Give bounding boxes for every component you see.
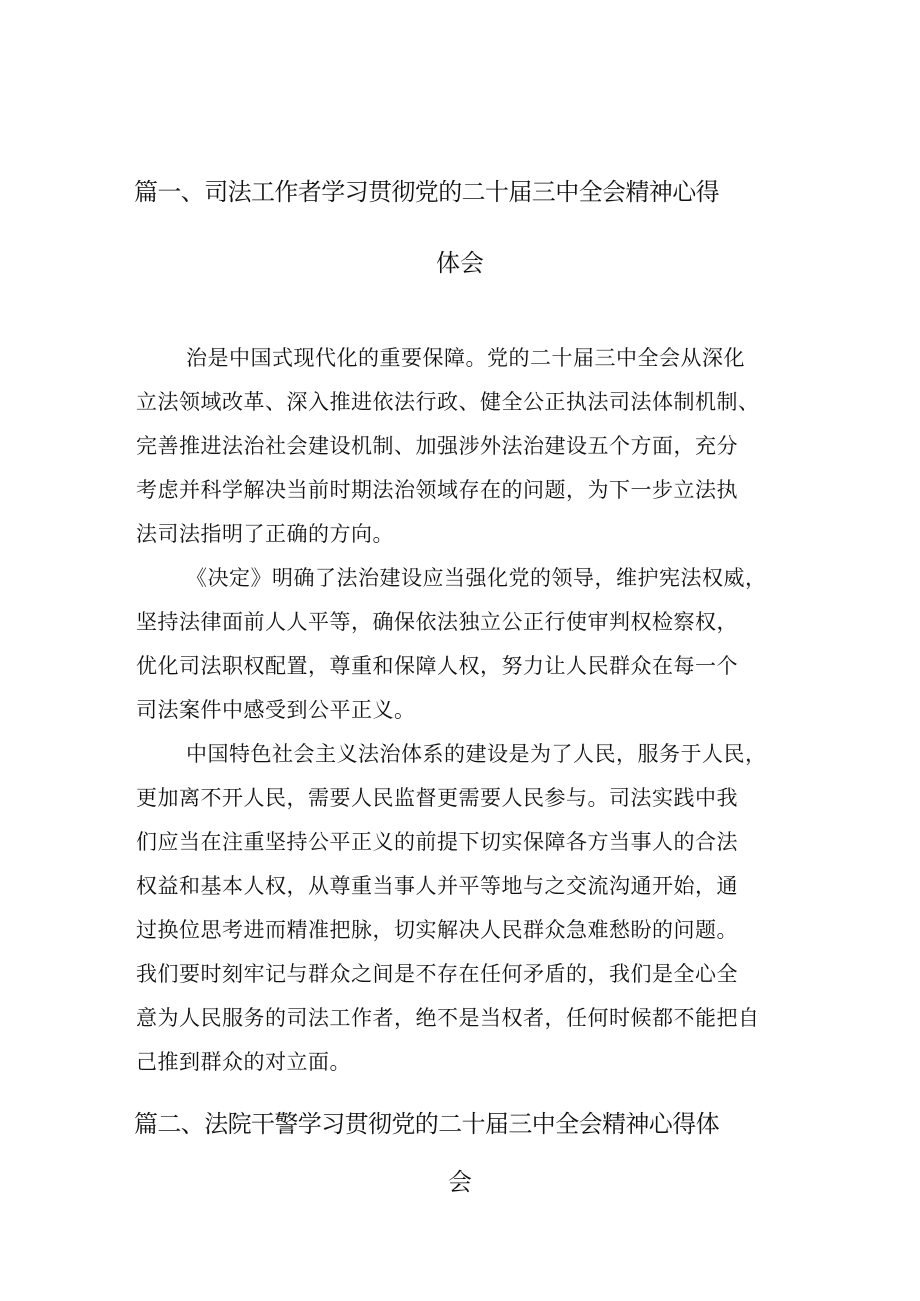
section2-heading-line2: 会 <box>448 1168 472 1196</box>
text-line: 中国特色社会主义法治体系的建设是为了人民，服务于人民， <box>186 742 767 766</box>
text-line: 治是中国式现代化的重要保障。党的二十届三中全会从深化 <box>186 346 745 370</box>
text-line: 我们要时刻牢记与群众之间是不存在任何矛盾的，我们是全心全 <box>136 962 738 986</box>
text-line: 《决定》明确了法治建设应当强化党的领导，维护宪法权威， <box>186 566 767 590</box>
text-line: 坚持法律面前人人平等，确保依法独立公正行使审判权检察权， <box>136 610 738 634</box>
text-line: 考虑并科学解决当前时期法治领域存在的问题，为下一步立法执 <box>136 478 738 502</box>
text-line: 优化司法职权配置，尊重和保障人权，努力让人民群众在每一个 <box>136 654 738 678</box>
text-line: 们应当在注重坚持公平正义的前提下切实保障各方当事人的合法 <box>136 830 738 854</box>
text-line: 法司法指明了正确的方向。 <box>136 522 394 546</box>
text-line: 己推到群众的对立面。 <box>136 1050 351 1074</box>
text-line: 意为人民服务的司法工作者，绝不是当权者，任何时候都不能把自 <box>136 1006 760 1030</box>
text-line: 更加离不开人民，需要人民监督更需要人民参与。司法实践中我 <box>136 786 738 810</box>
section1-heading-line1: 篇一、司法工作者学习贯彻党的二十届三中全会精神心得 <box>134 178 719 206</box>
text-line: 过换位思考进而精准把脉，切实解决人民群众急难愁盼的问题。 <box>136 918 738 942</box>
text-line: 立法领域改革、深入推进依法行政、健全公正执法司法体制机制、 <box>136 390 760 414</box>
section2-heading-line1: 篇二、法院干警学习贯彻党的二十届三中全会精神心得体 <box>134 1110 719 1138</box>
text-line: 司法案件中感受到公平正义。 <box>136 698 416 722</box>
text-line: 权益和基本人权，从尊重当事人并平等地与之交流沟通开始，通 <box>136 874 738 898</box>
section1-heading-line2: 体会 <box>436 249 484 277</box>
text-line: 完善推进法治社会建设机制、加强涉外法治建设五个方面，充分 <box>136 434 738 458</box>
